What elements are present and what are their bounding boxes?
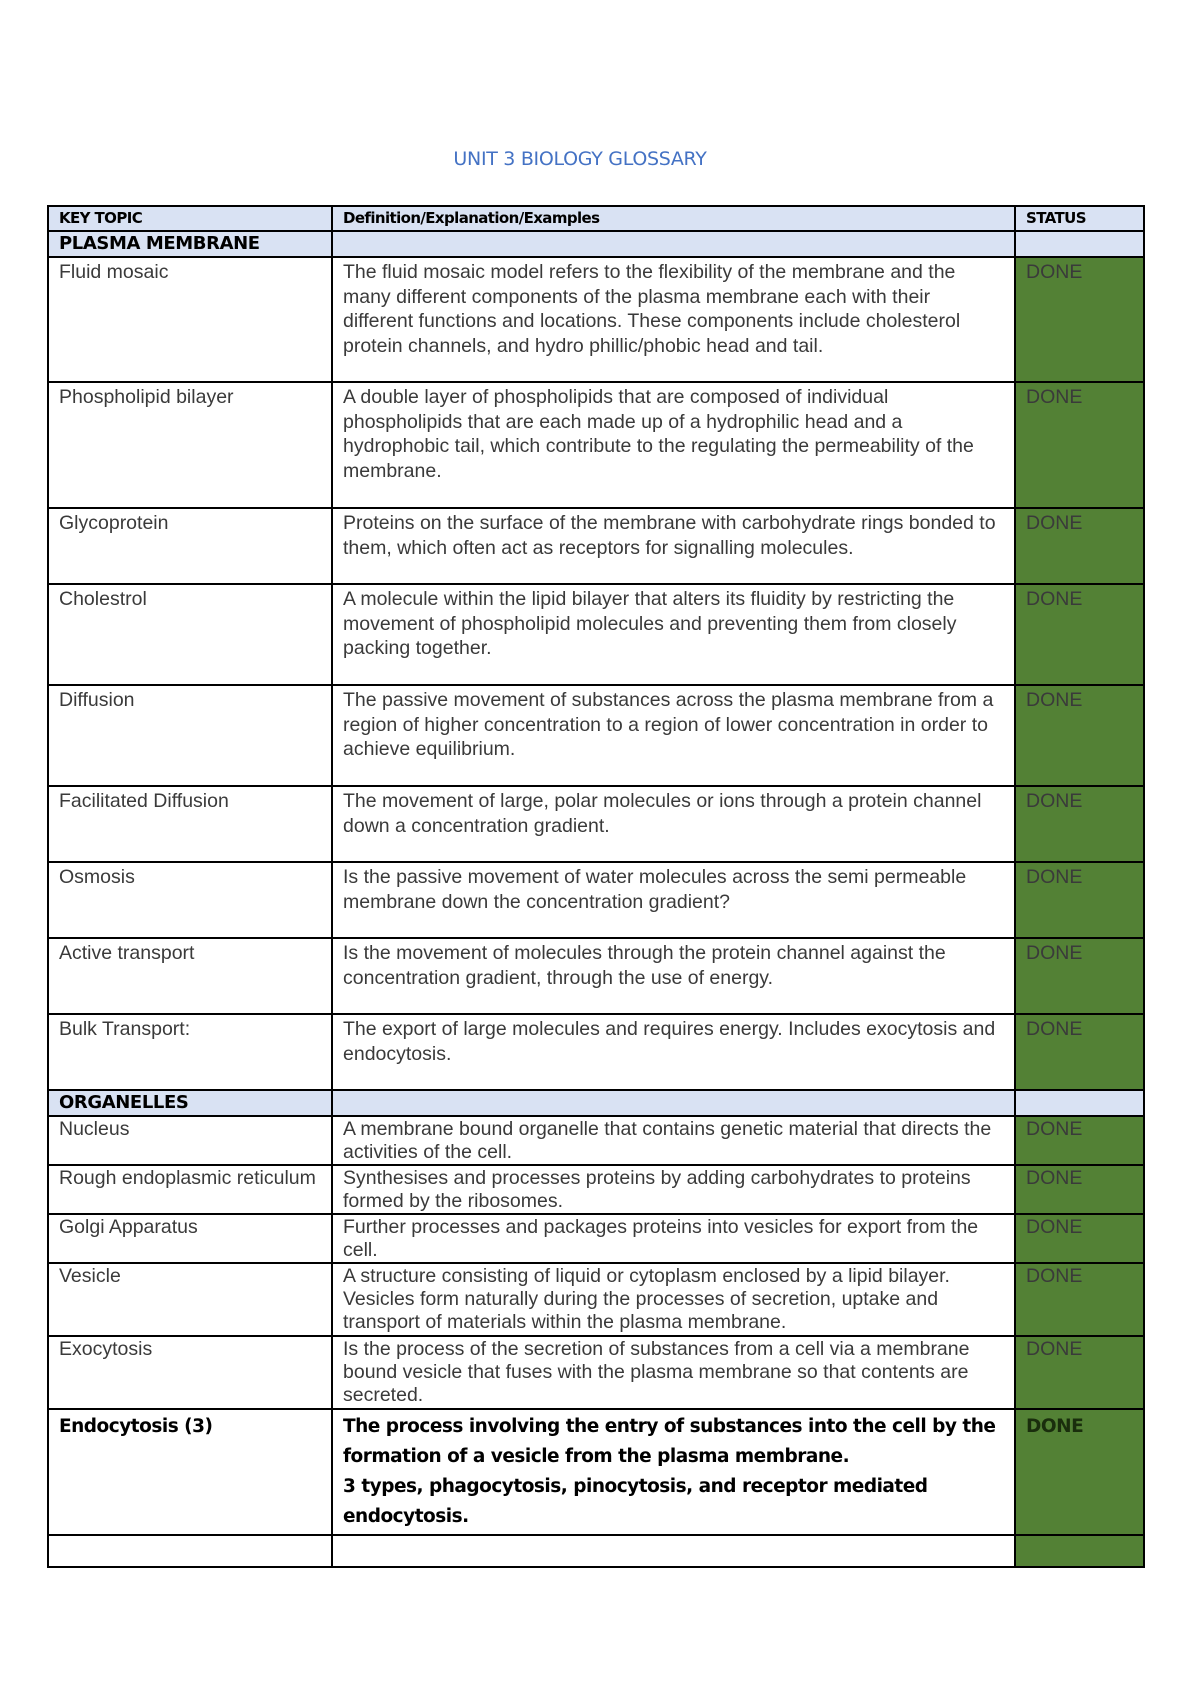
topic-cell: Golgi Apparatus: [48, 1214, 332, 1263]
table-row: [48, 685, 1144, 786]
status-cell: DONE: [1015, 382, 1144, 508]
status-cell: DONE: [1015, 786, 1144, 862]
definition-cell: The movement of large, polar molecules or ions through a protein channel down a concentration gradient.: [332, 786, 1015, 862]
table-row: [48, 1263, 1144, 1336]
definition-cell: Is the movement of molecules through the protein channel against the concentration gradient, through the use of energy.: [332, 938, 1015, 1014]
status-cell: DONE: [1015, 257, 1144, 382]
header-definition: Definition/Explanation/Examples: [332, 206, 1015, 231]
definition-cell: Is the passive movement of water molecules across the semi permeable membrane down the concentration gradient?: [332, 862, 1015, 938]
definition-cell: Is the process of the secretion of substances from a cell via a membrane bound vesicle that fuses with the plasma membrane so that contents are secreted.: [332, 1336, 1015, 1409]
page-title: UNIT 3 BIOLOGY GLOSSARY: [453, 148, 707, 170]
empty-table-row: [48, 1535, 1144, 1567]
table-row: [48, 1116, 1144, 1165]
topic-cell: Diffusion: [48, 685, 332, 786]
status-cell: DONE: [1015, 1263, 1144, 1336]
status-cell: DONE: [1015, 584, 1144, 685]
table-row: [48, 257, 1144, 382]
table-row: [48, 584, 1144, 685]
definition-cell: The passive movement of substances across the plasma membrane from a region of higher concentration to a region of lower concentration in order to achieve equilibrium.: [332, 685, 1015, 786]
table-row: [48, 508, 1144, 584]
table-row: [48, 1214, 1144, 1263]
topic-cell: Rough endoplasmic reticulum: [48, 1165, 332, 1214]
topic-cell: Phospholipid bilayer: [48, 382, 332, 508]
section-empty-cell: [1015, 1090, 1144, 1116]
topic-cell: Bulk Transport:: [48, 1014, 332, 1090]
definition-extra-text: 3 types, phagocytosis, pinocytosis, and receptor mediated endocytosis.: [343, 1476, 928, 1527]
topic-cell: Active transport: [48, 938, 332, 1014]
topic-cell: Cholestrol: [48, 584, 332, 685]
table-row: [48, 382, 1144, 508]
definition-text: The process involving the entry of substances into the cell by the formation of a vesicle from the plasma membrane.: [343, 1416, 996, 1467]
topic-cell: Endocytosis (3): [48, 1409, 332, 1535]
definition-cell: Further processes and packages proteins into vesicles for export from the cell.: [332, 1214, 1015, 1263]
definition-cell: Synthesises and processes proteins by adding carbohydrates to proteins formed by the ribosomes.: [332, 1165, 1015, 1214]
status-cell: DONE: [1015, 1116, 1144, 1165]
definition-cell: Proteins on the surface of the membrane with carbohydrate rings bonded to them, which often act as receptors for signalling molecules.: [332, 508, 1015, 584]
definition-cell: [332, 1409, 1015, 1535]
topic-cell: Glycoprotein: [48, 508, 332, 584]
section-row-plasma-membrane: [48, 231, 1144, 257]
definition-cell: A membrane bound organelle that contains genetic material that directs the activities of the cell.: [332, 1116, 1015, 1165]
empty-cell: [332, 1535, 1015, 1567]
status-cell: DONE: [1015, 1165, 1144, 1214]
section-row-organelles: [48, 1090, 1144, 1116]
header-key-topic: KEY TOPIC: [48, 206, 332, 231]
empty-cell: [48, 1535, 332, 1567]
status-cell: DONE: [1015, 938, 1144, 1014]
table-row: [48, 1409, 1144, 1535]
status-cell: DONE: [1015, 508, 1144, 584]
section-empty-cell: [1015, 231, 1144, 257]
table-row: [48, 786, 1144, 862]
table-row: [48, 862, 1144, 938]
status-cell: DONE: [1015, 1214, 1144, 1263]
topic-cell: Fluid mosaic: [48, 257, 332, 382]
section-title: ORGANELLES: [48, 1090, 332, 1116]
table-row: [48, 938, 1144, 1014]
definition-cell: A structure consisting of liquid or cytoplasm enclosed by a lipid bilayer. Vesicles form naturally during the processes of secretion, uptake and transport of materials within the plasma membrane.: [332, 1263, 1015, 1336]
status-cell: DONE: [1015, 1014, 1144, 1090]
table-row: [48, 1014, 1144, 1090]
definition-cell: A molecule within the lipid bilayer that alters its fluidity by restricting the movement of phospholipid molecules and preventing them from closely packing together.: [332, 584, 1015, 685]
glossary-table: [47, 205, 1145, 1568]
definition-cell: The export of large molecules and requires energy. Includes exocytosis and endocytosis.: [332, 1014, 1015, 1090]
status-cell: DONE: [1015, 685, 1144, 786]
topic-cell: Osmosis: [48, 862, 332, 938]
section-title: PLASMA MEMBRANE: [48, 231, 332, 257]
table-row: [48, 1336, 1144, 1409]
status-cell: DONE: [1015, 1409, 1144, 1535]
section-empty-cell: [332, 1090, 1015, 1116]
definition-cell: The fluid mosaic model refers to the flexibility of the membrane and the many different components of the plasma membrane each with their different functions and locations. These components include cholesterol protein channels, and hydro phillic/phobic head and tail.: [332, 257, 1015, 382]
empty-status-cell: [1015, 1535, 1144, 1567]
section-empty-cell: [332, 231, 1015, 257]
status-cell: DONE: [1015, 1336, 1144, 1409]
topic-cell: Facilitated Diffusion: [48, 786, 332, 862]
topic-cell: Vesicle: [48, 1263, 332, 1336]
definition-cell: A double layer of phospholipids that are composed of individual phospholipids that are each made up of a hydrophilic head and a hydrophobic tail, which contribute to the regulating the permeability of the membrane.: [332, 382, 1015, 508]
header-status: STATUS: [1015, 206, 1144, 231]
table-row: [48, 1165, 1144, 1214]
topic-cell: Exocytosis: [48, 1336, 332, 1409]
status-cell: DONE: [1015, 862, 1144, 938]
table-header-row: [48, 206, 1144, 231]
topic-cell: Nucleus: [48, 1116, 332, 1165]
